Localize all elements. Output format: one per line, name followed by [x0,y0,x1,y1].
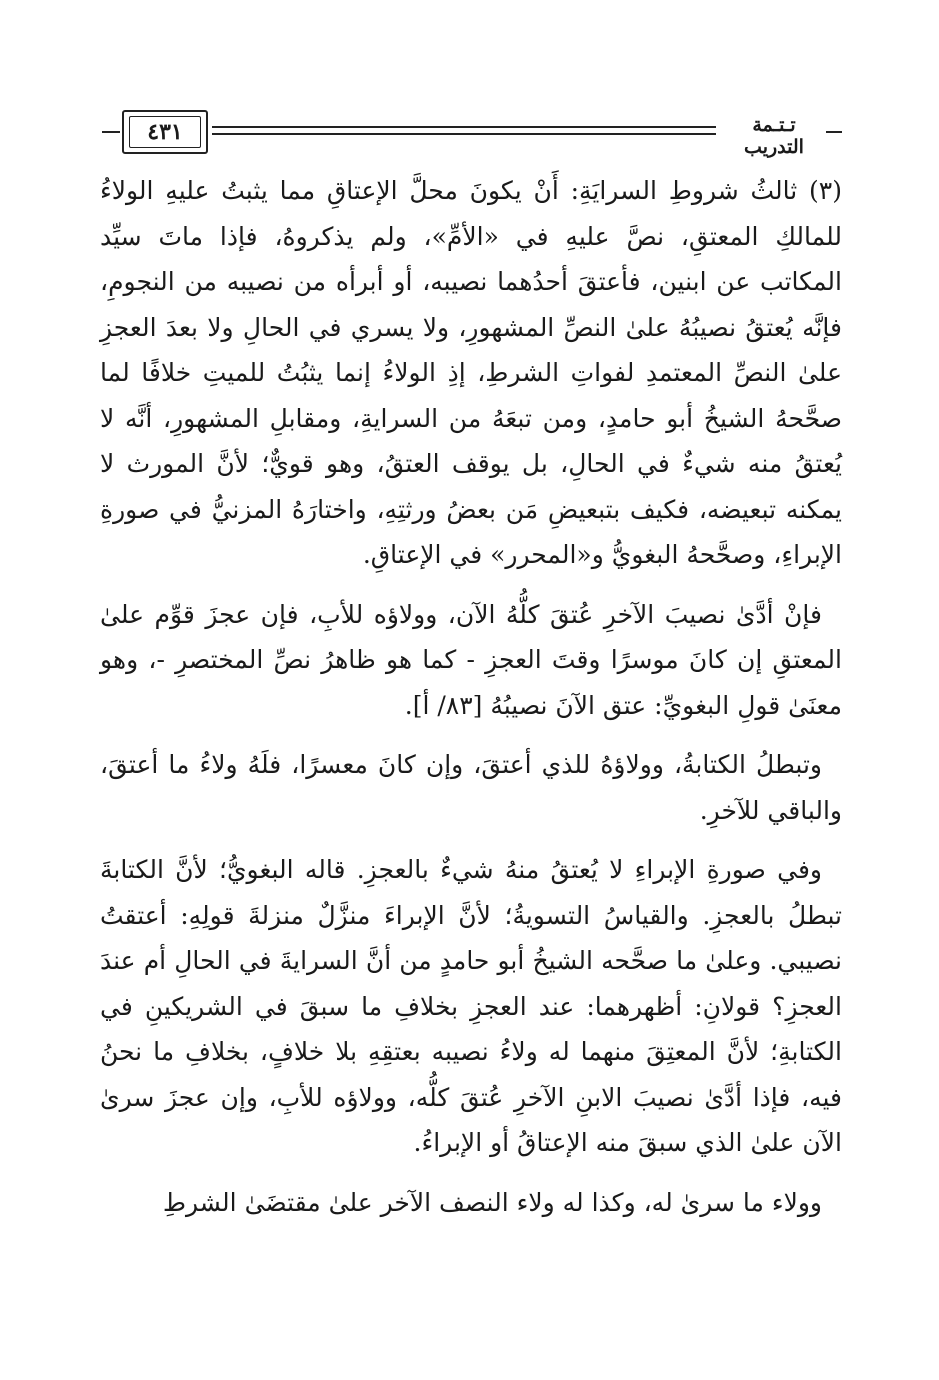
header-rule-left [102,131,120,133]
paragraph-1: (٣) ثالثُ شروطِ السرايَةِ: أَنْ يكونَ محلَّ الإعتاقِ مما يثبتُ عليهِ الولاءُ للمالكِ المعتقِ، نصَّ عليهِ في «الأمِّ»، ولم يذكروهُ، فإذا ماتَ سيِّد المكاتب عن ابنين، فأعتقَ أحدُهما نصيبه، أو أبرأه من نصيبه من النجومِ، فإنَّه يُعتقُ نصيبُهُ علىٰ النصِّ المشهورِ، ولا يسري في الحالِ ولا بعدَ العجزِ علىٰ النصِّ المعتمدِ لفواتِ الشرطِ، إذِ الولاءُ إنما يثبُتُ للميتِ خلافًا لما صحَّحهُ الشيخُ أبو حامدٍ، ومن تبعَهُ من السرايةِ، ومقابلِ المشهورِ، أنَّه لا يُعتقُ منه شيءٌ في الحالِ، بل يوقف العتقُ، وهو قويٌّ؛ لأنَّ المورث لا يمكنه تبعيضه، فكيف بتبعيضِ مَن بعضُ ورثتِهِ، واختارَهُ المزنيُّ في صورةِ الإبراءِ، وصحَّحهُ البغويُّ و«المحرر» في الإعتاقِ. [100,176,842,569]
paragraph-2: فإنْ أدَّىٰ نصيبَ الآخرِ عُتقَ كلُّهُ الآن، وولاؤه للأبِ، فإن عجزَ قوِّم علىٰ المعتقِ إن كانَ موسرًا وقتَ العجزِ - كما هو ظاهرُ نصِّ المختصرِ -، وهو معنَىٰ قولِ البغويِّ: عتق الآنَ نصيبُهُ [٨٣/ أ]. [100,599,842,720]
page-header [100,104,842,160]
running-title: تـتـمة التدريب [744,114,804,158]
paragraph-5: وولاء ما سرىٰ له، وكذا له ولاء النصف الآخر علىٰ مقتضَىٰ الشرطِ [162,1187,822,1217]
paragraph-4: وفي صورةِ الإبراءِ لا يُعتقُ منهُ شيءٌ بالعجزِ. قاله البغويُّ؛ لأنَّ الكتابةَ تبطلُ بالعجزِ. والقياسُ التسويةُ؛ لأنَّ الإبراءَ منزَّلٌ منزلةَ قولِهِ: أعتقتُ نصيبي. وعلىٰ ما صحَّحه الشيخُ أبو حامدٍ من أنَّ السرايةَ في الحالِ أم عندَ العجزِ؟ قولانِ: أظهرهما: عند العجزِ بخلافِ ما سبقَ في الشريكينِ في الكتابةِ؛ لأنَّ المعتِقَ منهما له ولاءُ نصيبه بعتقِهِ بلا خلافٍ، بخلافِ ما نحنُ فيه، فإذا أدَّىٰ نصيبَ الابنِ الآخرِ عُتقَ كلُّه، وولاؤه للأبِ، وإن عجزَ سرىٰ الآن علىٰ الذي سبقَ منه الإعتاقُ أو الإبراءُ. [100,855,842,1157]
page-number-frame [122,110,208,154]
page-body [100,168,842,1225]
header-rule-right [826,131,842,133]
paragraph-3: وتبطلُ الكتابةُ، وولاؤهُ للذي أعتقَ، وإن كانَ معسرًا، فلَهُ ولاءُ ما أعتقَ، والباقي للآخرِ. [100,750,842,825]
page-number: ٤٣١ [129,116,201,148]
header-double-rule [212,126,716,135]
